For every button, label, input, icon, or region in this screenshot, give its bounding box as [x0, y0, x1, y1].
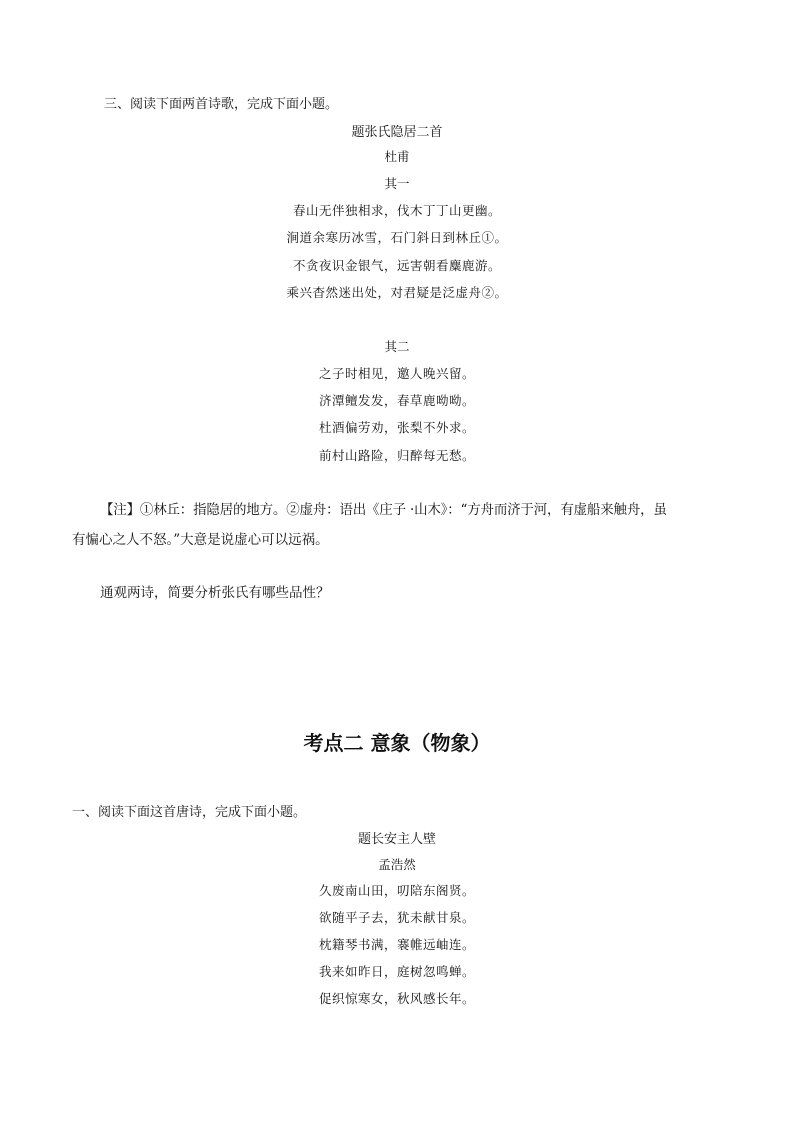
poem-line: 欲随平子去，犹未献甘泉。: [318, 910, 475, 925]
poem-line: 春山无伴独相求，伐木丁丁山更幽。: [292, 203, 501, 218]
poem-line: 不贪夜识金银气，远害朝看麋鹿游。: [292, 258, 501, 273]
poem-line: 久废南山田，叨陪东阁贤。: [318, 883, 475, 898]
question-heading-1: 一、阅读下面这首唐诗，完成下面小题。: [72, 805, 307, 820]
section-heading: 考点二 意象（物象）: [303, 731, 491, 755]
annotation-note-continued: 有惼心之人不怒。”大意是说虚心可以远祸。: [72, 532, 329, 548]
poem-title: 题张氏隐居二首: [351, 125, 443, 140]
question-heading-3: 三、阅读下面两首诗歌，完成下面小题。: [104, 97, 339, 112]
question-prompt: 通观两诗，简要分析张氏有哪些品性？: [100, 585, 330, 601]
poem-line: 枕籍琴书满，褰帷远岫连。: [318, 937, 475, 952]
annotation-note: 【注】①林丘：指隐居的地方。②虚舟：语出《庄子 ·山木》：“方舟而济于河，有虚船来触舟，虽: [100, 502, 667, 518]
poem-line: 杜酒偏劳劝，张梨不外求。: [318, 420, 475, 435]
poem-line: 济潭鳣发发，春草鹿呦呦。: [318, 393, 475, 408]
poem-author: 杜甫: [384, 149, 410, 164]
poem-line: 我来如昨日，庭树忽鸣蝉。: [318, 964, 475, 979]
poem-line: 促织惊寒女，秋风感长年。: [318, 991, 475, 1006]
poem-title: 题长安主人壁: [357, 832, 436, 847]
poem-part-title: 其一: [384, 176, 410, 191]
poem-line: 涧道余寒历冰雪，石门斜日到林丘①。: [286, 230, 508, 245]
poem-line: 之子时相见，邀人晚兴留。: [318, 366, 475, 381]
poem-line: 前村山路险，归醉每无愁。: [318, 448, 475, 463]
poem-author: 孟浩然: [378, 857, 416, 872]
poem-part-title: 其二: [384, 339, 410, 354]
poem-line: 乘兴杳然迷出处，对君疑是泛虚舟②。: [286, 285, 508, 300]
